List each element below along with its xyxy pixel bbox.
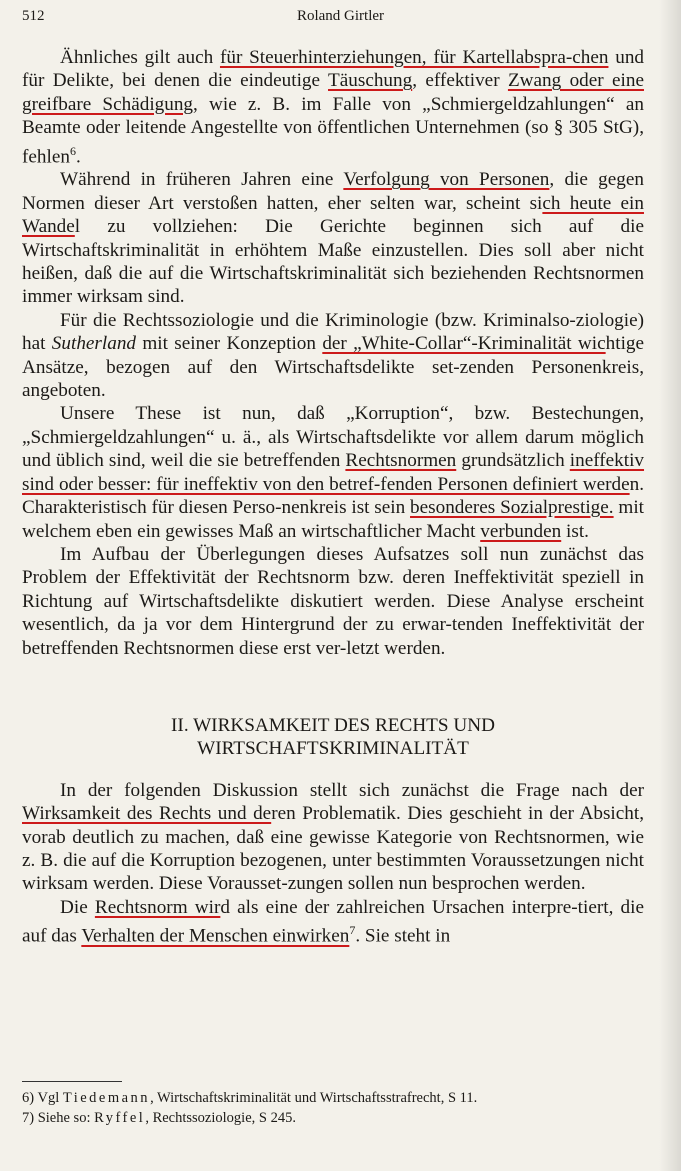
pen-underline: besonderes Sozialprestige.	[410, 497, 614, 519]
footnote-ref-6: 6	[69, 143, 76, 158]
text-run: l zu vollziehen: Die Gerichte beginnen sich auf die Wirtschaftskriminalität in erhöhtem Maße einzustellen. Dies soll aber nicht heißen, daß die auf die Wirtschaftskriminalität sich beziehenden Rechtsnormen immer wirksam sind.	[22, 216, 644, 308]
text-run: n. Charakteristisch für diesen Perso-nenkreis ist sein	[22, 473, 644, 519]
footnote-text: , Rechtssoziologie, S 245.	[145, 1110, 296, 1126]
section-heading	[22, 714, 644, 761]
text-run: Im Aufbau der Überlegungen dieses Aufsatzes soll nun zunächst das Problem der Effektivität der Rechtsnorm bzw. deren Ineffektivität speziell in Richtung auf Wirtschaftsdelikte diskutiert werden. Diese Analyse erscheint wesentlich, da ja vor dem Hintergrund der zu erwar-tenden Ineffektivität der betreffenden Rechtsnormen diese erst ver-letzt werden.	[22, 543, 644, 659]
italic-author: Sutherland	[51, 333, 137, 355]
pen-underline: verbunden	[480, 520, 562, 542]
page-header	[22, 6, 659, 30]
footnote-7	[22, 1108, 644, 1128]
text-run: d als eine der zahlreichen Ursachen interpre-tiert, die auf das	[22, 896, 644, 947]
pen-underline: für Steuerhinterziehungen, für Kartellabspra-chen	[219, 47, 609, 68]
heading-line-2: WIRTSCHAFTSKRIMINALITÄT	[197, 738, 469, 760]
footnotes	[22, 1088, 644, 1128]
footnote-text: , Wirtschaftskriminalität und Wirtschaftsstrafrecht, S 11.	[150, 1090, 478, 1106]
paragraph-6	[22, 779, 644, 896]
paragraph-7	[22, 896, 644, 948]
pen-underline: Verhalten der Menschen einwirken	[81, 925, 350, 947]
pen-underline: Täuschung	[328, 70, 413, 92]
text-run: grundsätzlich	[456, 450, 570, 472]
running-head: Roland Girtler	[296, 8, 385, 24]
body-text	[22, 46, 644, 948]
pen-underline: Wirksamkeit des Rechts und de	[22, 803, 272, 825]
text-run: ist.	[561, 520, 589, 542]
pen-underline: Zwang oder eine greifbare Schädigung	[22, 70, 644, 115]
footnote-author: Tiedemann	[62, 1090, 151, 1106]
text-run: ren Problematik. Dies geschieht in der Absicht, vorab deutlich zu machen, daß eine gewisse Kategorie von Rechtsnormen, wie z. B. die auf die Korruption bezogenen, unter bestimmten Voraussetzungen nicht wirksam werden. Diese Vorausset-zungen sollen nun besprochen werden.	[22, 803, 644, 895]
heading-line-1: II. WIRKSAMKEIT DES RECHTS UND	[171, 714, 495, 736]
footnote-text: Vgl	[37, 1090, 63, 1106]
footnote-author: Ryffel	[94, 1110, 146, 1126]
page-number: 512	[22, 8, 45, 24]
footnote-ref-7: 7	[349, 923, 356, 938]
text-run: und für Delikte, bei denen die eindeutige	[22, 47, 645, 92]
text-run: Ähnliches gilt auch	[60, 47, 220, 68]
pen-underline: Rechtsnormen	[345, 450, 457, 472]
paragraph-1	[22, 46, 644, 168]
text-run: htige Ansätze, bezogen auf den Wirtschaftsdelikte set-zenden Personenkreis, angeboten.	[22, 333, 645, 402]
footnote-text: Siehe so:	[37, 1110, 95, 1126]
text-run: In der folgenden Diskussion stellt sich zunächst die Frage nach der	[60, 779, 644, 801]
text-run: mit welchem eben ein gewisses Maß an wirtschaftlicher Macht	[22, 497, 644, 542]
paragraph-5	[22, 543, 644, 660]
text-run: Die	[60, 896, 95, 918]
paragraph-2	[22, 168, 644, 308]
page-gutter-shadow	[659, 0, 681, 1171]
text-run: mit seiner Konzeption	[136, 333, 323, 355]
footnote-6	[22, 1088, 644, 1108]
paragraph-4	[22, 402, 644, 542]
pen-underline: ch heute ein Wande	[22, 192, 644, 238]
text-run: .	[75, 146, 81, 168]
text-run: , effektiver	[412, 70, 508, 92]
pen-underline: Verfolgung von Personen	[343, 169, 550, 191]
footnote-marker: 7)	[22, 1110, 35, 1126]
text-run: , die gegen Normen dieser Art verstoßen hatten, eher selten war, scheint si	[22, 169, 644, 214]
text-run: Für die Rechtssoziologie und die Kriminologie (bzw. Kriminalso-ziologie) hat	[22, 309, 644, 355]
text-run: . Sie steht in	[355, 925, 451, 947]
footnote-marker: 6)	[22, 1090, 35, 1106]
pen-underline: der „White-Collar“-Kriminalität wic	[322, 333, 606, 355]
paragraph-3	[22, 309, 644, 403]
pen-underline: ineffektiv sind oder besser: für ineffektiv von den betref-fenden Personen definiert werde	[22, 450, 645, 495]
text-run: , wie z. B. im Falle von „Schmiergeldzahlungen“ an Beamte oder leitende Angestellte von öffentlichen Unternehmen (so § 305 StG), fehlen	[22, 93, 644, 168]
pen-underline: Rechtsnorm wir	[94, 896, 221, 918]
footnote-rule	[22, 1081, 122, 1082]
text-run: Während in früheren Jahren eine	[60, 169, 344, 191]
text-run: Unsere These ist nun, daß „Korruption“, bzw. Bestechungen, „Schmiergeldzahlungen“ u. ä., als Wirtschaftsdelikte vor allem darum möglich und üblich sind, weil die sie betreffenden	[22, 403, 644, 472]
